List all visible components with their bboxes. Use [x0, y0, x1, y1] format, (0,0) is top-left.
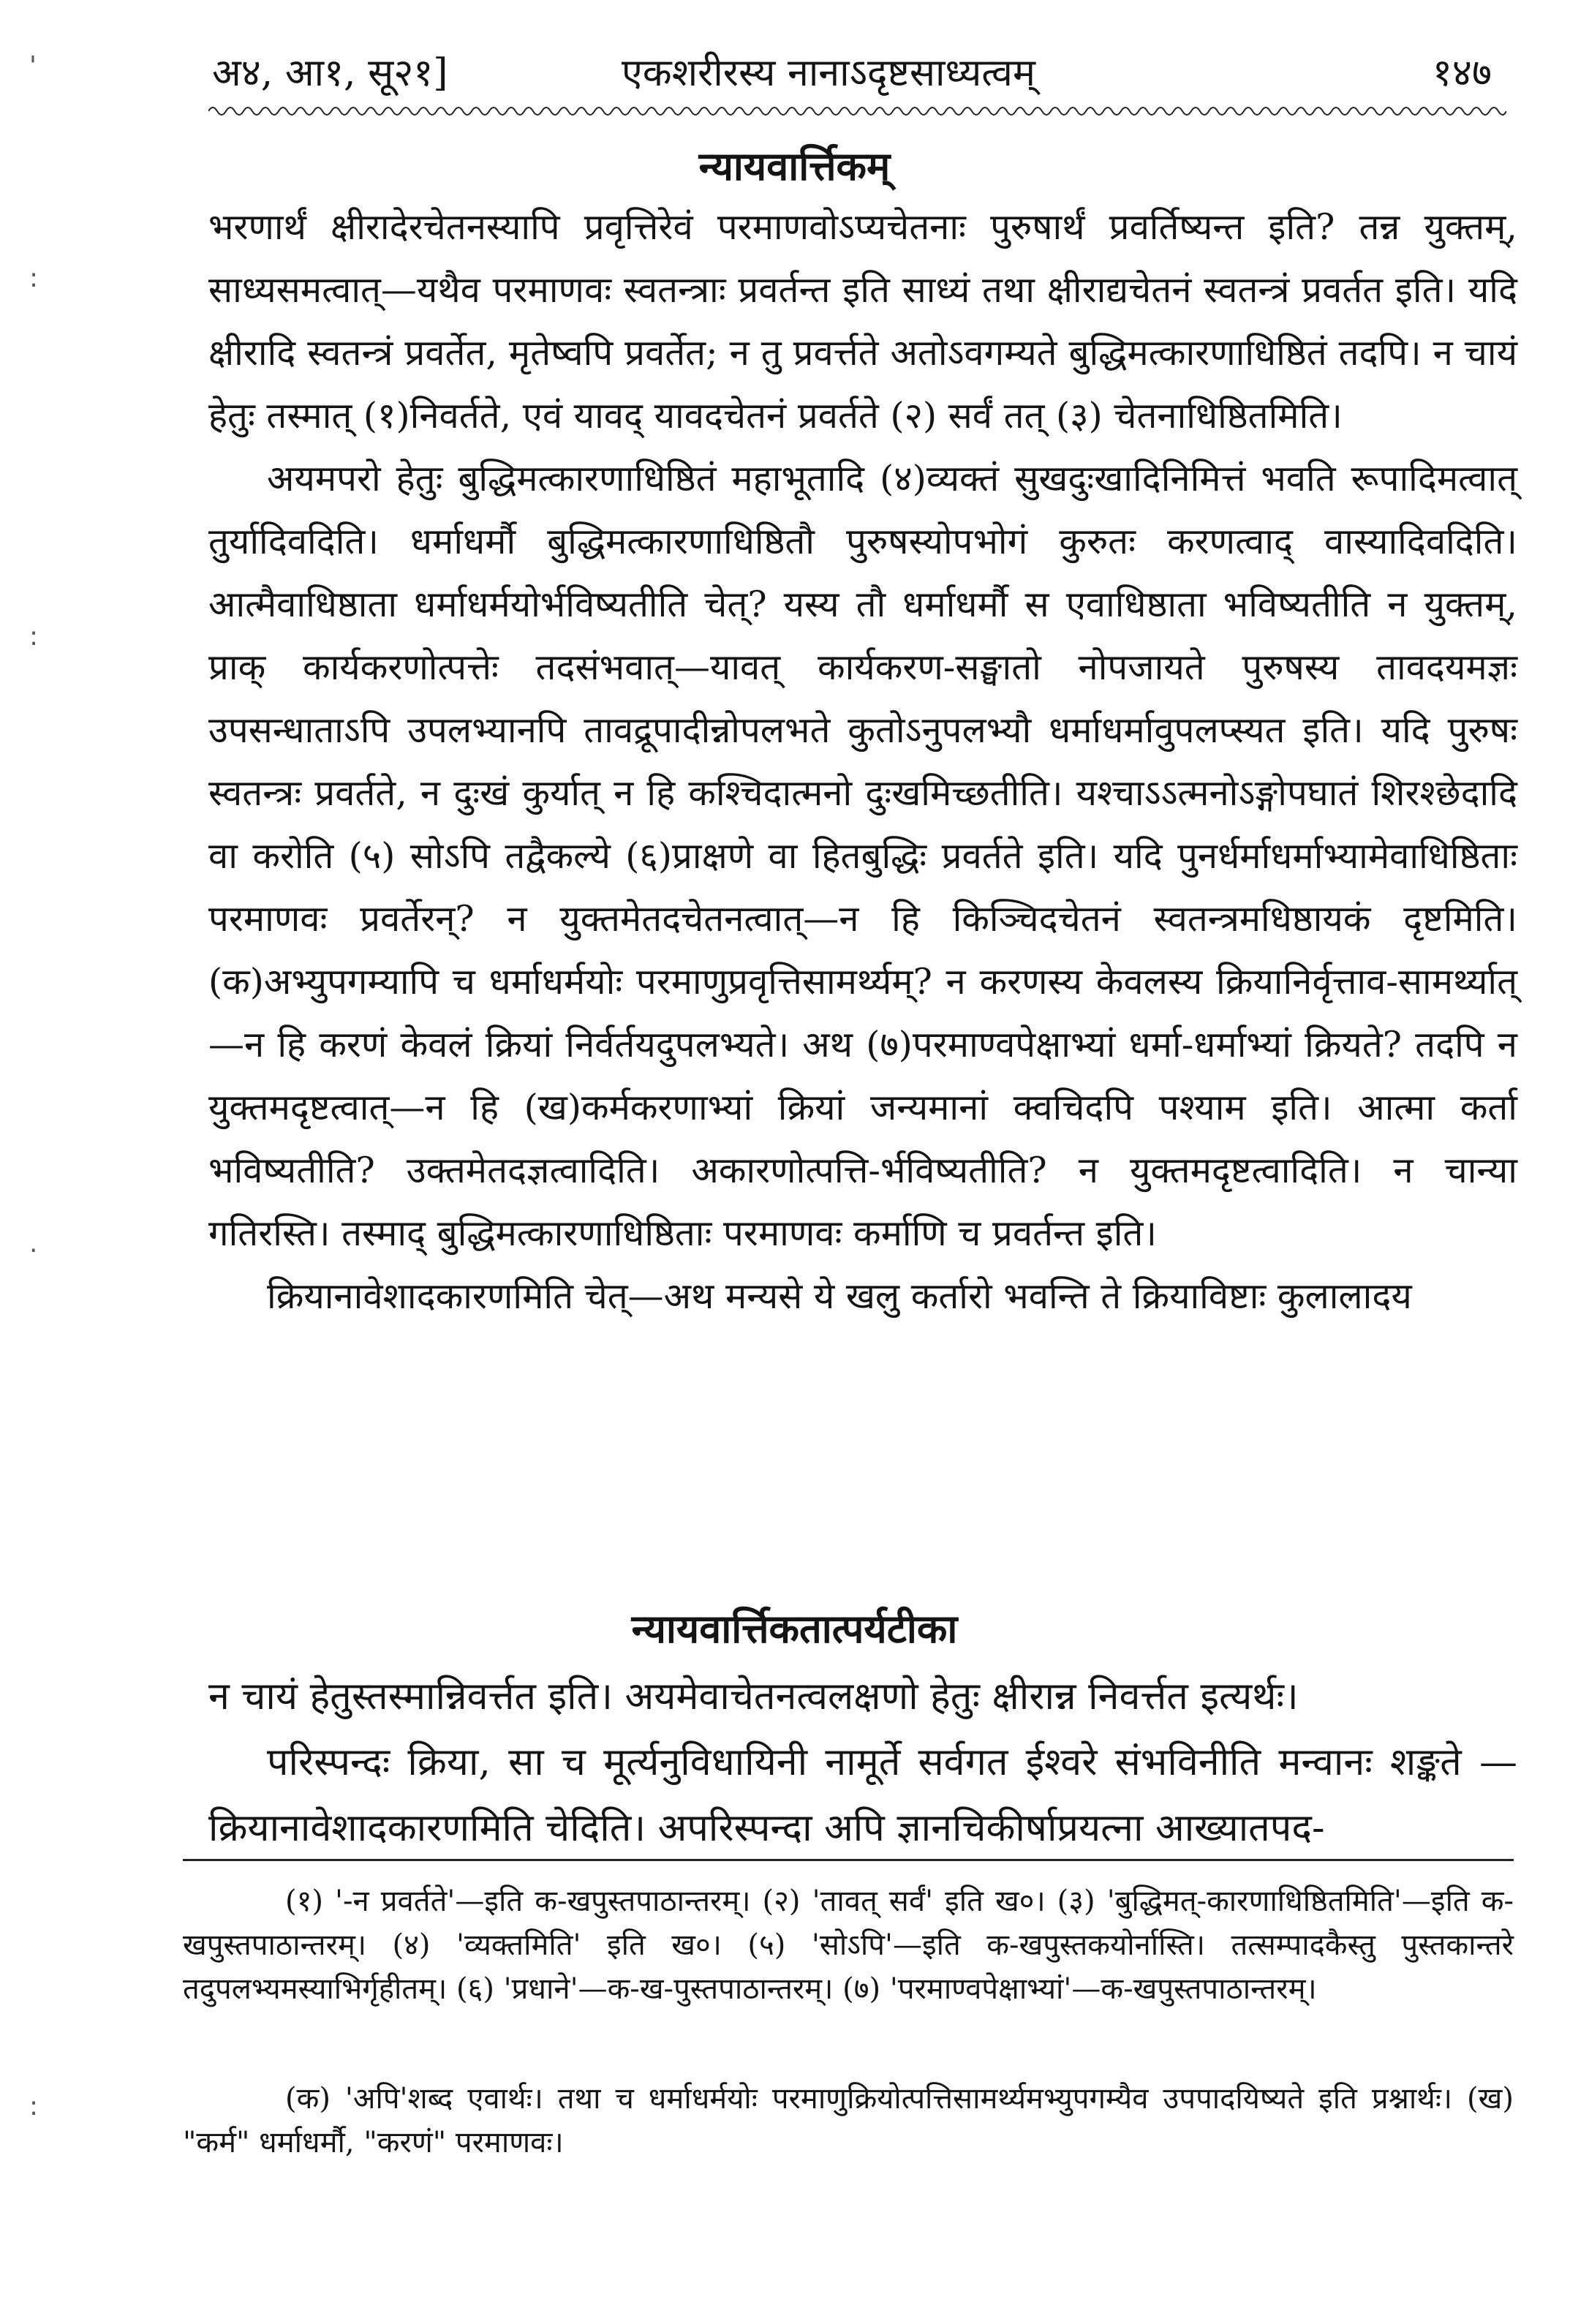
- section-heading-vartika: न्यायवार्त्तिकम्: [698, 143, 891, 189]
- tika-paragraph: न चायं हेतुस्तस्मान्निवर्त्तत इति। अयमेवाचेतनत्वलक्षणो हेतुः क्षीरान्न निवर्त्तत इत्यर्थः।: [208, 1675, 1299, 1719]
- wavy-rule: [208, 102, 1506, 120]
- margin-speck: :: [29, 622, 39, 652]
- section-heading-tika: न्यायवार्त्तिकतात्पर्यटीका: [631, 1605, 958, 1652]
- tika-paragraph: परिस्पन्दः क्रिया, सा च मूर्त्यनुविधायिनी नामूर्ते सर्वगत ईश्वरे संभविनीति मन्वानः शङ्कते —क्रियानावेशादकारणमिति चेदिति। अपरिस्पन्दा अपि ज्ञानचिकीर्षाप्रयत्ना आख्यातपद-: [208, 1740, 1517, 1850]
- footnote-text: (१) '-न प्रवर्तते'—इति क-खपुस्तपाठान्तरम्। (२) 'तावत् सर्वं' इति ख०। (३) 'बुद्धिमत्-कारणाधिष्ठितमिति'—इति क-खपुस्तपाठान्तरम्। (४) 'व्यक्तमिति' इति ख०। (५) 'सोऽपि'—इति क-खपुस्तकयोर्नास्ति। तत्सम्पादकैस्तु पुस्तकान्तरे तदुपलभ्यमस्याभिर्गृहीतम्। (६) 'प्रधाने'—क-ख-पुस्तपाठान्तरम्। (७) 'परमाण्वपेक्षाभ्यां'—क-खपुस्तपाठान्तरम्।: [183, 1885, 1514, 2006]
- running-title: एकशरीरस्य नानाऽदृष्टसाध्यत्वम्: [622, 51, 1036, 95]
- footnote-text: (क) 'अपि'शब्द एवार्थः। तथा च धर्माधर्मयोः परमाणुक्रियोत्पत्तिसामर्थ्यमभ्युपगम्यैव उपपादयिष्यते इति प्रश्नार्थः। (ख) "कर्म" धर्माधर्मौ, "करणं" परमाणवः।: [183, 2082, 1514, 2159]
- vartika-paragraph: अयमपरो हेतुः बुद्धिमत्कारणाधिष्ठितं महाभूतादि (४)व्यक्तं सुखदुःखादिनिमित्तं भवति रूपादिमत्वात् तुर्यादिवदिति। धर्माधर्मौ बुद्धिमत्कारणाधिष्ठितौ पुरुषस्योपभोगं कुरुतः करणत्वाद् वास्यादिवदिति। आत्मैवाधिष्ठाता धर्माधर्मयोर्भविष्यतीति चेत्? यस्य तौ धर्माधर्मौ स एवाधिष्ठाता भविष्यतीति न युक्तम्, प्राक् कार्यकरणोत्पत्तेः तदसंभवात्—यावत् कार्यकरण-सङ्घातो नोपजायते पुरुषस्य तावदयमज्ञः उपसन्धाताऽपि उपलभ्यानपि तावद्रूपादीन्नोपलभते कुतोऽनुपलभ्यौ धर्माधर्मावुपलप्स्यत इति। यदि पुरुषः स्वतन्त्रः प्रवर्तते, न दुःखं कुर्यात् न हि कश्चिदात्मनो दुःखमिच्छतीति। यश्चाऽऽत्मनोऽङ्गोपघातं शिरश्छेदादि वा करोति (५) सोऽपि तद्वैकल्ये (६)प्राक्षणे वा हितबुद्धिः प्रवर्तते इति। यदि पुनर्धर्माधर्माभ्यामेवाधिष्ठिताः परमाणवः प्रवर्तेरन्? न युक्तमेतदचेतनत्वात्—न हि किञ्चिदचेतनं स्वतन्त्रमधिष्ठायकं दृष्टमिति। (क)अभ्युपगम्यापि च धर्माधर्मयोः परमाणुप्रवृत्तिसामर्थ्यम्? न करणस्य केवलस्य क्रियानिर्वृत्ताव-सामर्थ्यात्—न हि करणं केवलं क्रियां निर्वर्तयदुपलभ्यते। अथ (७)परमाण्वपेक्षाभ्यां धर्मा-धर्माभ्यां क्रियते? तदपि न युक्तमदृष्टत्वात्—न हि (ख)कर्मकरणाभ्यां क्रियां जन्यमानां क्वचिदपि पश्याम इति। आत्मा कर्ता भविष्यतीति? उक्तमेतदज्ञत्वादिति। अकारणोत्पत्ति-र्भविष्यतीति? न युक्तमदृष्टत्वादिति। न चान्या गतिरस्ति। तस्माद् बुद्धिमत्कारणाधिष्ठिताः परमाणवः कर्माणि च प्रवर्तन्त इति।: [208, 458, 1517, 1254]
- margin-speck: :: [29, 263, 39, 293]
- footnotes-variant-readings: [183, 1879, 1514, 2011]
- margin-speck: .: [29, 1229, 38, 1259]
- footnote-rule: [183, 1859, 1514, 1861]
- margin-speck: ': [29, 51, 37, 81]
- running-header: [197, 31, 1514, 104]
- tika-text: [208, 1664, 1517, 1861]
- chapter-reference: अ४, आ१, सू२१]: [212, 51, 448, 95]
- vartika-text: [208, 196, 1517, 1328]
- page-number: १४७: [1432, 51, 1492, 95]
- margin-speck: :: [29, 2091, 39, 2121]
- footnotes-lettered: [183, 2077, 1514, 2165]
- vartika-paragraph: भरणार्थं क्षीरादेरचेतनस्यापि प्रवृत्तिरेवं परमाणवोऽप्यचेतनाः पुरुषार्थं प्रवर्तिष्यन्त इति? तन्न युक्तम्, साध्यसमत्वात्—यथैव परमाणवः स्वतन्त्राः प्रवर्तन्त इति साध्यं तथा क्षीराद्यचेतनं स्वतन्त्रं प्रवर्तत इति। यदि क्षीरादि स्वतन्त्रं प्रवर्तेत, मृतेष्वपि प्रवर्तेत; न तु प्रवर्त्तते अतोऽवगम्यते बुद्धिमत्कारणाधिष्ठितं तदपि। न चायं हेतुः तस्मात् (१)निवर्तते, एवं यावद् यावदचेतनं प्रवर्तते (२) सर्वं तत् (३) चेतनाधिष्ठितमिति।: [208, 206, 1517, 437]
- vartika-paragraph: क्रियानावेशादकारणमिति चेत्—अथ मन्यसे ये खलु कर्तारो भवन्ति ते क्रियाविष्टाः कुलालादय: [267, 1275, 1412, 1317]
